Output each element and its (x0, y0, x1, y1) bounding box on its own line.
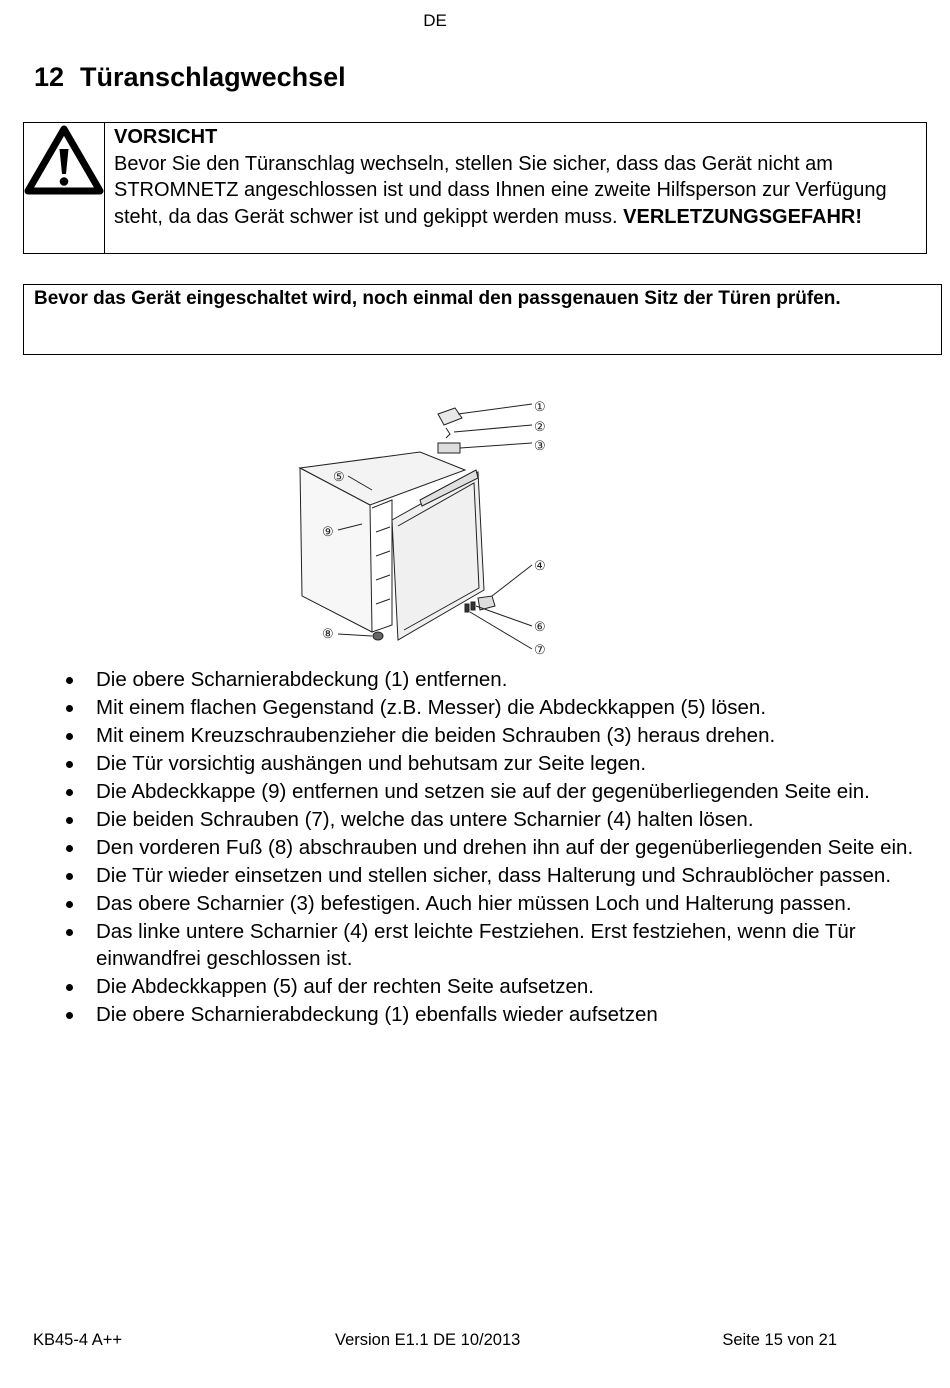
footer-page-number: Seite 15 von 21 (722, 1331, 837, 1349)
list-item: Die obere Scharnierabdeckung (1) entfernen. (60, 666, 930, 693)
warning-triangle-icon (24, 125, 104, 195)
callout-label-8: ⑧ (322, 627, 334, 642)
bullet-icon (66, 817, 73, 824)
bullet-icon (66, 761, 73, 768)
bullet-icon (66, 984, 73, 991)
list-item: Das linke untere Scharnier (4) erst leichte Festziehen. Erst festziehen, wenn die Tür einwandfrei geschlossen ist. (60, 918, 930, 972)
bullet-icon (66, 873, 73, 880)
bullet-icon (66, 845, 73, 852)
list-item: Die obere Scharnierabdeckung (1) ebenfalls wieder aufsetzen (60, 1001, 930, 1028)
callout-label-5: ⑤ (333, 470, 345, 485)
list-item: Die Abdeckkappe (9) entfernen und setzen sie auf der gegenüberliegenden Seite ein. (60, 778, 930, 805)
door-reversal-diagram (290, 394, 570, 664)
section-title: Türanschlagwechsel (80, 62, 346, 92)
warning-title: VORSICHT (114, 126, 218, 148)
list-item: Die Tür wieder einsetzen und stellen sicher, dass Halterung und Schraublöcher passen. (60, 862, 930, 889)
list-item: Mit einem flachen Gegenstand (z.B. Messer) die Abdeckkappen (5) lösen. (60, 694, 930, 721)
bullet-icon (66, 789, 73, 796)
list-item: Den vorderen Fuß (8) abschrauben und drehen ihn auf der gegenüberliegenden Seite ein. (60, 834, 930, 861)
bullet-icon (66, 733, 73, 740)
warning-text (105, 123, 926, 253)
footer-model: KB45-4 A++ (33, 1331, 122, 1349)
list-item: Die beiden Schrauben (7), welche das untere Scharnier (4) halten lösen. (60, 806, 930, 833)
callout-label-6: ⑥ (534, 620, 546, 635)
callout-label-4: ④ (534, 559, 546, 574)
list-item: Die Tür vorsichtig aushängen und behutsam zur Seite legen. (60, 750, 930, 777)
callout-label-2: ② (534, 420, 546, 435)
bullet-icon (66, 677, 73, 684)
note-box (23, 284, 942, 355)
callout-label-1: ① (534, 400, 546, 415)
bullet-icon (66, 901, 73, 908)
bullet-icon (66, 705, 73, 712)
bullet-icon (66, 1012, 73, 1019)
callout-label-7: ⑦ (534, 643, 546, 658)
bullet-icon (66, 929, 73, 936)
note-text: Bevor das Gerät eingeschaltet wird, noch einmal den passgenauen Sitz der Türen prüfen. (34, 288, 841, 309)
warning-emphasis: VERLETZUNGSGEFAHR! (623, 205, 863, 228)
list-item: Mit einem Kreuzschraubenzieher die beiden Schrauben (3) heraus drehen. (60, 722, 930, 749)
header-language: DE (423, 11, 447, 30)
warning-icon-cell (24, 123, 105, 253)
list-item: Das obere Scharnier (3) befestigen. Auch hier müssen Loch und Halterung passen. (60, 890, 930, 917)
warning-box (23, 122, 927, 254)
callout-label-3: ③ (534, 439, 546, 454)
footer-version: Version E1.1 DE 10/2013 (335, 1331, 521, 1349)
section-heading (34, 62, 346, 93)
callout-label-9: ⑨ (322, 525, 334, 540)
instruction-steps (60, 666, 930, 1029)
warning-body: Bevor Sie den Türanschlag wechseln, stellen Sie sicher, dass das Gerät nicht am STROMNETZ angeschlossen ist und dass Ihnen eine zweite Hilfsperson zur Verfügung steht, da das Gerät schwer ist und gekippt werden muss. (114, 152, 887, 228)
list-item: Die Abdeckkappen (5) auf der rechten Seite aufsetzen. (60, 973, 930, 1000)
section-number: 12 (34, 62, 65, 92)
